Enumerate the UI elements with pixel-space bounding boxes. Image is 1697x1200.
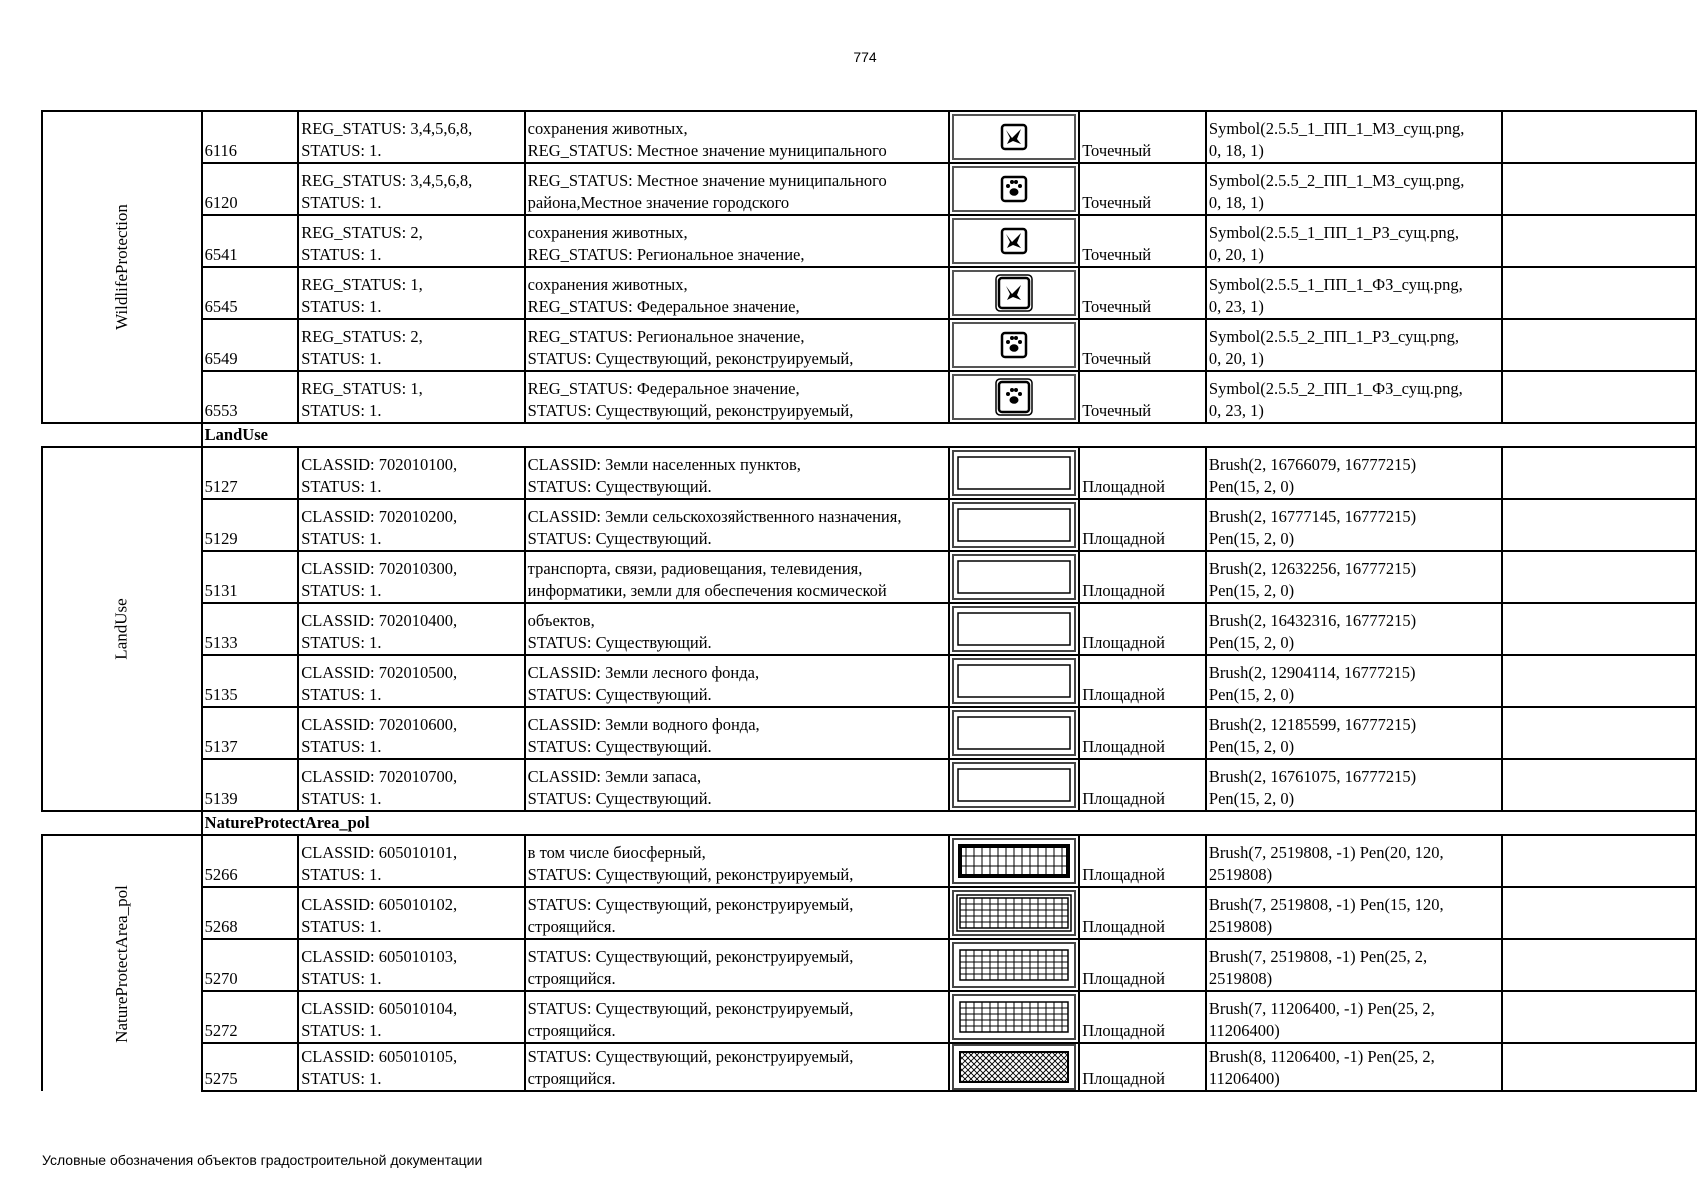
geometry-type-cell: Площадной bbox=[1079, 939, 1206, 991]
style-cell-line: 11206400) bbox=[1208, 1021, 1280, 1040]
filter-cell-line: CLASSID: 605010105, bbox=[301, 1047, 458, 1066]
filter-cell bbox=[298, 707, 524, 759]
object-id-cell: 5131 bbox=[202, 551, 299, 603]
object-id-cell: 5137 bbox=[202, 707, 299, 759]
style-cell bbox=[1206, 991, 1502, 1043]
description-cell-line: STATUS: Существующий, реконструируемый, bbox=[527, 1047, 854, 1066]
description-cell-line: транспорта, связи, радиовещания, телевидения, bbox=[527, 559, 863, 578]
filter-cell-line: REG_STATUS: 3,4,5,6,8, bbox=[301, 119, 473, 138]
filter-cell-line: STATUS: 1. bbox=[301, 245, 382, 264]
description-cell bbox=[525, 1043, 949, 1091]
filter-cell-line: STATUS: 1. bbox=[301, 633, 382, 652]
description-cell bbox=[525, 939, 949, 991]
style-cell-line: Brush(7, 11206400, -1) Pen(25, 2, bbox=[1208, 999, 1435, 1018]
empty-rect-icon bbox=[952, 450, 1076, 496]
symbol-cell bbox=[949, 447, 1079, 499]
filter-cell bbox=[298, 655, 524, 707]
style-cell-line: Pen(15, 2, 0) bbox=[1208, 529, 1295, 548]
filter-cell-line: STATUS: 1. bbox=[301, 401, 382, 420]
description-cell-line: STATUS: Существующий, реконструируемый, bbox=[527, 401, 854, 420]
style-cell-line: Brush(2, 16777145, 16777215) bbox=[1208, 507, 1417, 526]
empty-cell bbox=[1502, 707, 1696, 759]
description-cell-line: STATUS: Существующий, реконструируемый, bbox=[527, 999, 854, 1018]
style-cell-line: Brush(7, 2519808, -1) Pen(20, 120, bbox=[1208, 843, 1444, 862]
bird-double-frame-icon bbox=[952, 270, 1076, 316]
geometry-type-cell: Площадной bbox=[1079, 447, 1206, 499]
table-row bbox=[42, 603, 1696, 655]
style-cell-line: Pen(15, 2, 0) bbox=[1208, 581, 1295, 600]
group-label bbox=[42, 111, 202, 423]
empty-cell bbox=[1502, 603, 1696, 655]
symbol-cell bbox=[949, 759, 1079, 811]
group-label bbox=[42, 447, 202, 811]
style-cell-line: Brush(8, 11206400, -1) Pen(25, 2, bbox=[1208, 1047, 1435, 1066]
grid-thick-border-icon bbox=[952, 838, 1076, 884]
description-cell-line: CLASSID: Земли запаса, bbox=[527, 767, 702, 786]
description-cell-line: STATUS: Существующий, реконструируемый, bbox=[527, 865, 854, 884]
group-label-text: LandUse bbox=[111, 598, 131, 660]
style-cell bbox=[1206, 371, 1502, 423]
geometry-type-cell: Площадной bbox=[1079, 835, 1206, 887]
style-cell bbox=[1206, 655, 1502, 707]
description-cell bbox=[525, 111, 949, 163]
style-cell-line: Brush(2, 12904114, 16777215) bbox=[1208, 663, 1416, 682]
object-id-cell: 5272 bbox=[202, 991, 299, 1043]
symbol-cell bbox=[949, 603, 1079, 655]
description-cell-line: STATUS: Существующий, реконструируемый, bbox=[527, 895, 854, 914]
geometry-type-cell: Точечный bbox=[1079, 319, 1206, 371]
style-cell bbox=[1206, 551, 1502, 603]
filter-cell-line: STATUS: 1. bbox=[301, 1021, 382, 1040]
table-row bbox=[42, 319, 1696, 371]
page-number: 774 bbox=[853, 49, 877, 65]
style-cell-line: Symbol(2.5.5_2_ПП_1_РЗ_сущ.png, bbox=[1208, 327, 1460, 346]
bird-frame-icon bbox=[952, 114, 1076, 160]
description-cell-line: REG_STATUS: Федеральное значение, bbox=[527, 297, 800, 316]
style-cell-line: Pen(15, 2, 0) bbox=[1208, 789, 1295, 808]
symbol-cell bbox=[949, 215, 1079, 267]
style-cell-line: Brush(2, 16766079, 16777215) bbox=[1208, 455, 1417, 474]
description-cell-line: строящийся. bbox=[527, 1069, 616, 1088]
style-cell-line: 0, 20, 1) bbox=[1208, 349, 1264, 368]
object-id-cell: 6116 bbox=[202, 111, 299, 163]
geometry-type-cell: Площадной bbox=[1079, 655, 1206, 707]
empty-cell bbox=[1502, 111, 1696, 163]
style-cell-line: Pen(15, 2, 0) bbox=[1208, 633, 1295, 652]
filter-cell-line: CLASSID: 702010600, bbox=[301, 715, 458, 734]
style-cell bbox=[1206, 887, 1502, 939]
style-cell bbox=[1206, 939, 1502, 991]
style-cell-line: Pen(15, 2, 0) bbox=[1208, 737, 1295, 756]
style-cell-line: 2519808) bbox=[1208, 865, 1273, 884]
empty-cell bbox=[1502, 887, 1696, 939]
style-cell bbox=[1206, 267, 1502, 319]
description-cell bbox=[525, 887, 949, 939]
table-row bbox=[42, 991, 1696, 1043]
description-cell-line: сохранения животных, bbox=[527, 119, 688, 138]
description-cell-line: REG_STATUS: Региональное значение, bbox=[527, 245, 805, 264]
filter-cell-line: STATUS: 1. bbox=[301, 685, 382, 704]
empty-rect-icon bbox=[952, 710, 1076, 756]
geometry-type-cell: Площадной bbox=[1079, 499, 1206, 551]
filter-cell bbox=[298, 447, 524, 499]
description-cell bbox=[525, 603, 949, 655]
paw-double-frame-icon bbox=[952, 374, 1076, 420]
filter-cell bbox=[298, 835, 524, 887]
filter-cell bbox=[298, 267, 524, 319]
filter-cell-line: REG_STATUS: 3,4,5,6,8, bbox=[301, 171, 473, 190]
geometry-type-cell: Точечный bbox=[1079, 371, 1206, 423]
filter-cell-line: CLASSID: 702010300, bbox=[301, 559, 458, 578]
empty-cell bbox=[1502, 267, 1696, 319]
description-cell-line: REG_STATUS: Местное значение муниципального bbox=[527, 141, 887, 160]
style-cell-line: Brush(7, 2519808, -1) Pen(25, 2, bbox=[1208, 947, 1428, 966]
table-row bbox=[42, 655, 1696, 707]
group-label bbox=[42, 835, 202, 1091]
symbol-cell bbox=[949, 371, 1079, 423]
object-id-cell: 5127 bbox=[202, 447, 299, 499]
object-id-cell: 6545 bbox=[202, 267, 299, 319]
table-row bbox=[42, 267, 1696, 319]
object-id-cell: 5129 bbox=[202, 499, 299, 551]
object-id-cell: 5135 bbox=[202, 655, 299, 707]
description-cell-line: CLASSID: Земли водного фонда, bbox=[527, 715, 760, 734]
description-cell-line: CLASSID: Земли населенных пунктов, bbox=[527, 455, 801, 474]
symbol-cell bbox=[949, 835, 1079, 887]
group-label-text: NatureProtectArea_pol bbox=[111, 884, 131, 1043]
style-cell bbox=[1206, 163, 1502, 215]
filter-cell-line: CLASSID: 702010700, bbox=[301, 767, 458, 786]
empty-cell bbox=[1502, 939, 1696, 991]
filter-cell bbox=[298, 759, 524, 811]
style-cell-line: Symbol(2.5.5_1_ПП_1_МЗ_сущ.png, bbox=[1208, 119, 1465, 138]
filter-cell-line: CLASSID: 702010200, bbox=[301, 507, 458, 526]
style-cell-line: 2519808) bbox=[1208, 969, 1273, 988]
section-header-title: NatureProtectArea_pol bbox=[202, 811, 1696, 835]
geometry-type-cell: Площадной bbox=[1079, 551, 1206, 603]
table-row bbox=[42, 835, 1696, 887]
description-cell-line: строящийся. bbox=[527, 969, 616, 988]
filter-cell-line: STATUS: 1. bbox=[301, 141, 382, 160]
style-cell-line: Symbol(2.5.5_1_ПП_1_РЗ_сущ.png, bbox=[1208, 223, 1460, 242]
description-cell-line: сохранения животных, bbox=[527, 223, 688, 242]
geometry-type-cell: Площадной bbox=[1079, 887, 1206, 939]
description-cell bbox=[525, 447, 949, 499]
geometry-type-cell: Точечный bbox=[1079, 163, 1206, 215]
style-cell bbox=[1206, 1043, 1502, 1091]
empty-rect-icon bbox=[952, 658, 1076, 704]
symbol-cell bbox=[949, 163, 1079, 215]
description-cell bbox=[525, 707, 949, 759]
empty-rect-icon bbox=[952, 762, 1076, 808]
style-cell-line: Pen(15, 2, 0) bbox=[1208, 477, 1295, 496]
filter-cell-line: STATUS: 1. bbox=[301, 349, 382, 368]
filter-cell-line: STATUS: 1. bbox=[301, 865, 382, 884]
filter-cell-line: REG_STATUS: 1, bbox=[301, 275, 423, 294]
description-cell-line: REG_STATUS: Региональное значение, bbox=[527, 327, 805, 346]
table-row bbox=[42, 371, 1696, 423]
section-header-row bbox=[42, 811, 1696, 835]
section-header-spacer bbox=[42, 811, 202, 835]
description-cell-line: STATUS: Существующий, реконструируемый, bbox=[527, 349, 854, 368]
filter-cell-line: STATUS: 1. bbox=[301, 917, 382, 936]
description-cell bbox=[525, 163, 949, 215]
filter-cell-line: CLASSID: 605010102, bbox=[301, 895, 458, 914]
empty-cell bbox=[1502, 319, 1696, 371]
description-cell bbox=[525, 215, 949, 267]
symbol-cell bbox=[949, 267, 1079, 319]
style-cell-line: Symbol(2.5.5_1_ПП_1_ФЗ_сущ.png, bbox=[1208, 275, 1463, 294]
grid-icon bbox=[952, 994, 1076, 1040]
style-cell bbox=[1206, 499, 1502, 551]
description-cell bbox=[525, 759, 949, 811]
filter-cell bbox=[298, 163, 524, 215]
filter-cell bbox=[298, 551, 524, 603]
description-cell-line: STATUS: Существующий. bbox=[527, 477, 712, 496]
table-row bbox=[42, 447, 1696, 499]
object-id-cell: 5139 bbox=[202, 759, 299, 811]
filter-cell-line: STATUS: 1. bbox=[301, 581, 382, 600]
object-id-cell: 5133 bbox=[202, 603, 299, 655]
paw-frame-icon bbox=[952, 322, 1076, 368]
grid-icon bbox=[952, 942, 1076, 988]
description-cell bbox=[525, 499, 949, 551]
filter-cell-line: STATUS: 1. bbox=[301, 737, 382, 756]
style-cell bbox=[1206, 319, 1502, 371]
symbol-cell bbox=[949, 319, 1079, 371]
style-cell bbox=[1206, 215, 1502, 267]
style-cell bbox=[1206, 447, 1502, 499]
filter-cell-line: CLASSID: 605010104, bbox=[301, 999, 458, 1018]
description-cell bbox=[525, 991, 949, 1043]
empty-cell bbox=[1502, 655, 1696, 707]
description-cell-line: района,Местное значение городского bbox=[527, 193, 790, 212]
object-id-cell: 5275 bbox=[202, 1043, 299, 1091]
symbol-cell bbox=[949, 1043, 1079, 1091]
filter-cell-line: STATUS: 1. bbox=[301, 529, 382, 548]
geometry-type-cell: Точечный bbox=[1079, 111, 1206, 163]
description-cell bbox=[525, 551, 949, 603]
style-cell bbox=[1206, 759, 1502, 811]
filter-cell-line: STATUS: 1. bbox=[301, 969, 382, 988]
filter-cell bbox=[298, 371, 524, 423]
description-cell-line: STATUS: Существующий, реконструируемый, bbox=[527, 947, 854, 966]
filter-cell-line: CLASSID: 702010400, bbox=[301, 611, 458, 630]
filter-cell bbox=[298, 887, 524, 939]
description-cell bbox=[525, 655, 949, 707]
bird-frame-icon bbox=[952, 218, 1076, 264]
style-cell-line: 0, 18, 1) bbox=[1208, 141, 1264, 160]
filter-cell bbox=[298, 1043, 524, 1091]
object-id-cell: 5266 bbox=[202, 835, 299, 887]
style-cell bbox=[1206, 603, 1502, 655]
object-id-cell: 6120 bbox=[202, 163, 299, 215]
style-cell-line: Brush(2, 16761075, 16777215) bbox=[1208, 767, 1417, 786]
description-cell-line: STATUS: Существующий. bbox=[527, 685, 712, 704]
filter-cell-line: REG_STATUS: 2, bbox=[301, 223, 423, 242]
filter-cell-line: STATUS: 1. bbox=[301, 789, 382, 808]
symbol-cell bbox=[949, 707, 1079, 759]
symbol-cell bbox=[949, 551, 1079, 603]
description-cell-line: объектов, bbox=[527, 611, 595, 630]
section-header-title: LandUse bbox=[202, 423, 1696, 447]
symbol-cell bbox=[949, 991, 1079, 1043]
empty-cell bbox=[1502, 1043, 1696, 1091]
style-cell-line: Brush(2, 12185599, 16777215) bbox=[1208, 715, 1417, 734]
description-cell-line: STATUS: Существующий. bbox=[527, 737, 712, 756]
description-cell-line: информатики, земли для обеспечения космической bbox=[527, 581, 887, 600]
object-id-cell: 6553 bbox=[202, 371, 299, 423]
style-cell-line: 0, 23, 1) bbox=[1208, 297, 1264, 316]
style-cell-line: Brush(7, 2519808, -1) Pen(15, 120, bbox=[1208, 895, 1444, 914]
filter-cell-line: CLASSID: 702010500, bbox=[301, 663, 458, 682]
filter-cell-line: CLASSID: 605010103, bbox=[301, 947, 458, 966]
geometry-type-cell: Площадной bbox=[1079, 1043, 1206, 1091]
symbol-cell bbox=[949, 499, 1079, 551]
symbol-cell bbox=[949, 939, 1079, 991]
geometry-type-cell: Площадной bbox=[1079, 991, 1206, 1043]
description-cell-line: REG_STATUS: Федеральное значение, bbox=[527, 379, 800, 398]
filter-cell bbox=[298, 215, 524, 267]
empty-rect-icon bbox=[952, 606, 1076, 652]
object-id-cell: 5270 bbox=[202, 939, 299, 991]
object-id-cell: 6541 bbox=[202, 215, 299, 267]
style-cell-line: Pen(15, 2, 0) bbox=[1208, 685, 1295, 704]
style-cell-line: Symbol(2.5.5_2_ПП_1_МЗ_сущ.png, bbox=[1208, 171, 1465, 190]
geometry-type-cell: Площадной bbox=[1079, 603, 1206, 655]
empty-rect-icon bbox=[952, 554, 1076, 600]
filter-cell bbox=[298, 991, 524, 1043]
empty-cell bbox=[1502, 215, 1696, 267]
description-cell-line: CLASSID: Земли лесного фонда, bbox=[527, 663, 760, 682]
object-id-cell: 6549 bbox=[202, 319, 299, 371]
filter-cell-line: REG_STATUS: 2, bbox=[301, 327, 423, 346]
style-cell bbox=[1206, 111, 1502, 163]
filter-cell-line: CLASSID: 702010100, bbox=[301, 455, 458, 474]
filter-cell bbox=[298, 111, 524, 163]
style-cell-line: 2519808) bbox=[1208, 917, 1273, 936]
empty-cell bbox=[1502, 163, 1696, 215]
geometry-type-cell: Площадной bbox=[1079, 759, 1206, 811]
empty-rect-icon bbox=[952, 502, 1076, 548]
symbol-cell bbox=[949, 887, 1079, 939]
style-cell-line: 0, 20, 1) bbox=[1208, 245, 1264, 264]
filter-cell bbox=[298, 499, 524, 551]
object-id-cell: 5268 bbox=[202, 887, 299, 939]
paw-frame-icon bbox=[952, 166, 1076, 212]
table-row bbox=[42, 759, 1696, 811]
table-row bbox=[42, 551, 1696, 603]
filter-cell bbox=[298, 319, 524, 371]
description-cell-line: строящийся. bbox=[527, 1021, 616, 1040]
description-cell-line: строящийся. bbox=[527, 917, 616, 936]
filter-cell bbox=[298, 939, 524, 991]
style-cell bbox=[1206, 707, 1502, 759]
filter-cell-line: STATUS: 1. bbox=[301, 297, 382, 316]
description-cell-line: в том числе биосферный, bbox=[527, 843, 706, 862]
style-cell-line: 11206400) bbox=[1208, 1069, 1280, 1088]
description-cell-line: REG_STATUS: Местное значение муниципального bbox=[527, 171, 887, 190]
table-row bbox=[42, 499, 1696, 551]
table-row bbox=[42, 163, 1696, 215]
filter-cell-line: STATUS: 1. bbox=[301, 1069, 382, 1088]
table-row bbox=[42, 707, 1696, 759]
description-cell-line: STATUS: Существующий. bbox=[527, 789, 712, 808]
style-cell-line: 0, 23, 1) bbox=[1208, 401, 1264, 420]
empty-cell bbox=[1502, 835, 1696, 887]
empty-cell bbox=[1502, 447, 1696, 499]
description-cell bbox=[525, 319, 949, 371]
style-cell-line: Symbol(2.5.5_2_ПП_1_ФЗ_сущ.png, bbox=[1208, 379, 1463, 398]
footer-caption: Условные обозначения объектов градостроительной документации bbox=[42, 1152, 483, 1168]
filter-cell-line: STATUS: 1. bbox=[301, 193, 382, 212]
description-cell-line: STATUS: Существующий. bbox=[527, 529, 712, 548]
filter-cell-line: CLASSID: 605010101, bbox=[301, 843, 458, 862]
symbol-cell bbox=[949, 111, 1079, 163]
empty-cell bbox=[1502, 991, 1696, 1043]
description-cell bbox=[525, 371, 949, 423]
description-cell-line: STATUS: Существующий. bbox=[527, 633, 712, 652]
crosshatch-icon bbox=[952, 1044, 1076, 1090]
description-cell bbox=[525, 267, 949, 319]
symbol-cell bbox=[949, 655, 1079, 707]
empty-cell bbox=[1502, 551, 1696, 603]
table-row bbox=[42, 1043, 1696, 1091]
legend-table bbox=[41, 110, 1697, 1092]
style-cell bbox=[1206, 835, 1502, 887]
description-cell bbox=[525, 835, 949, 887]
table-row bbox=[42, 939, 1696, 991]
style-cell-line: Brush(2, 16432316, 16777215) bbox=[1208, 611, 1417, 630]
description-cell-line: сохранения животных, bbox=[527, 275, 688, 294]
table-row bbox=[42, 887, 1696, 939]
empty-cell bbox=[1502, 371, 1696, 423]
group-label-text: WildlifeProtection bbox=[111, 204, 131, 330]
table-row bbox=[42, 111, 1696, 163]
geometry-type-cell: Точечный bbox=[1079, 267, 1206, 319]
empty-cell bbox=[1502, 499, 1696, 551]
empty-cell bbox=[1502, 759, 1696, 811]
section-header-row bbox=[42, 423, 1696, 447]
geometry-type-cell: Площадной bbox=[1079, 707, 1206, 759]
geometry-type-cell: Точечный bbox=[1079, 215, 1206, 267]
description-cell-line: CLASSID: Земли сельскохозяйственного назначения, bbox=[527, 507, 902, 526]
style-cell-line: Brush(2, 12632256, 16777215) bbox=[1208, 559, 1417, 578]
filter-cell-line: REG_STATUS: 1, bbox=[301, 379, 423, 398]
filter-cell bbox=[298, 603, 524, 655]
style-cell-line: 0, 18, 1) bbox=[1208, 193, 1264, 212]
table-row bbox=[42, 215, 1696, 267]
filter-cell-line: STATUS: 1. bbox=[301, 477, 382, 496]
grid-double-border-icon bbox=[952, 890, 1076, 936]
section-header-spacer bbox=[42, 423, 202, 447]
